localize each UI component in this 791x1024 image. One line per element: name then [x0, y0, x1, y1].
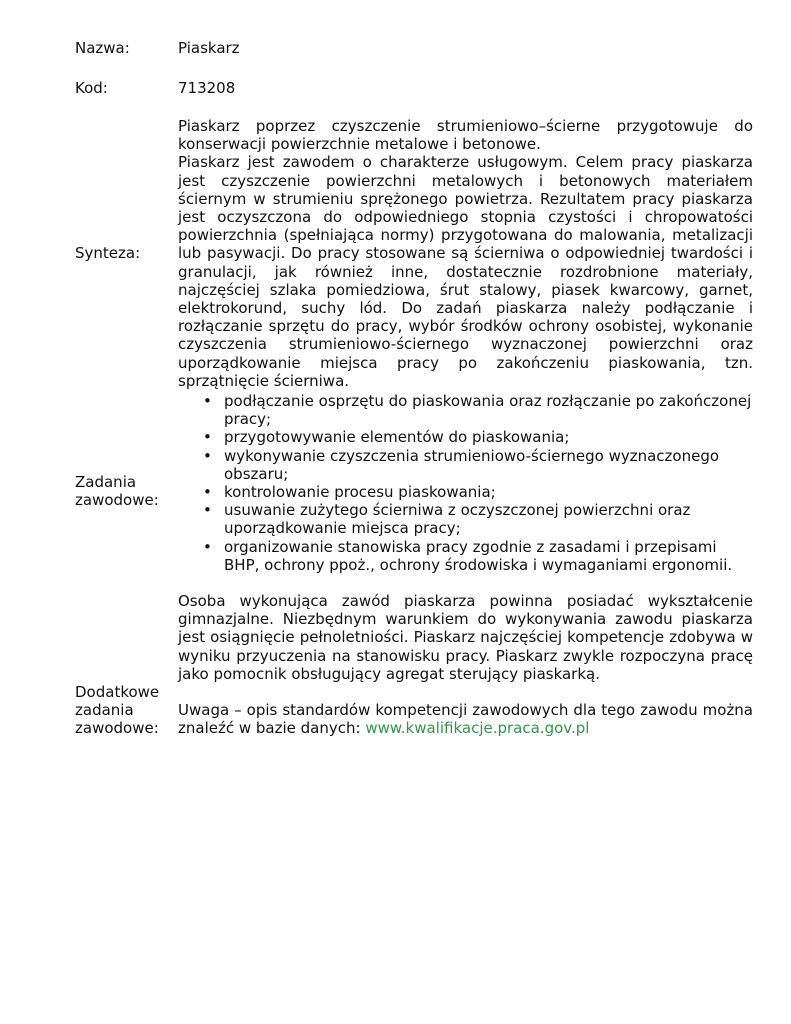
synthesis-content: [178, 117, 753, 390]
synthesis-paragraph-1: Piaskarz poprzez czyszczenie strumieniowo–ścierne przygotowuje do konserwacji powierzchnie metalowe i betonowe.: [178, 117, 753, 154]
name-value: Piaskarz: [178, 38, 240, 57]
note-text: Uwaga – opis standardów kompetencji zawodowych dla tego zawodu można znaleźć w bazie danych:: [178, 701, 753, 738]
extra-tasks-label: Dodatkowe zadania zawodowe:: [75, 682, 160, 738]
tasks-content: [178, 390, 753, 592]
list-item: • wykonywanie czyszczenia strumieniowo-ściernego wyznaczonego obszaru;: [224, 447, 753, 483]
synthesis-row: [75, 117, 753, 390]
occupation-table: [75, 37, 753, 738]
tasks-row: [75, 390, 753, 592]
extra-tasks-content: [178, 592, 753, 737]
extra-paragraph-1: Osoba wykonująca zawód piaskarza powinna posiadać wykształcenie gimnazjalne. Niezbędnym warunkiem do wykonywania zawodu piaskarza jest osiągnięcie pełnoletniości. Piaskarz najczęściej kompetencje zdobywa w wyniku przyuczenia na stanowisku pracy. Piaskarz zwykle rozpoczyna pracę jako pomocnik obsługujący agregat sterujący piaskarką.: [178, 592, 753, 683]
list-item: • podłączanie osprzętu do piaskowania oraz rozłączanie po zakończonej pracy;: [224, 392, 753, 428]
code-row: [75, 77, 753, 99]
code-label: Kod:: [75, 78, 108, 97]
tasks-list: [178, 392, 753, 574]
name-label: Nazwa:: [75, 38, 130, 57]
note-paragraph: [178, 701, 753, 737]
code-value: 713208: [178, 78, 236, 97]
extra-tasks-row: [75, 592, 753, 737]
list-item: • organizowanie stanowiska pracy zgodnie z zasadami i przepisami BHP, ochrony ppoż., ochrony środowiska i wymaganiami ergonomii.: [224, 538, 753, 574]
synthesis-label: Synteza:: [75, 244, 141, 263]
synthesis-paragraph-2: Piaskarz jest zawodem o charakterze usługowym. Celem pracy piaskarza jest czyszczenie powierzchni metalowych i betonowych materiałem ściernym w strumieniu sprężonego powietrza. Rezultatem pracy piaskarza jest oczyszczona do odpowiedniego stopnia czystości i chropowatości powierzchnia (spełniająca normy) przygotowana do malowania, metalizacji lub pasywacji. Do pracy stosowane są ścierniwa o odpowiedniej twardości i granulacji, jak również inne, dostatecznie rozdrobnione materiały, najczęściej szlaka pomiedziowa, śrut stalowy, piasek kwarcowy, garnet, elektrokorund, suchy lód. Do zadań piaskarza należy podłączanie i rozłączanie sprzętu do pracy, wybór środków ochrony osobistej, wykonanie czyszczenia strumieniowo-ściernego wyznaczonej powierzchni oraz uporządkowanie miejsca pracy po zakończeniu piaskowania, tzn. sprzątnięcie ścierniwa.: [178, 153, 753, 390]
kwalifikacje-link[interactable]: www.kwalifikacje.praca.gov.pl: [365, 719, 590, 738]
tasks-label: Zadania zawodowe:: [75, 472, 159, 510]
name-row: [75, 37, 753, 59]
list-item: • kontrolowanie procesu piaskowania;: [224, 483, 753, 501]
list-item: • usuwanie zużytego ścierniwa z oczyszczonej powierzchni oraz uporządkowanie miejsca pracy;: [224, 501, 753, 537]
list-item: • przygotowywanie elementów do piaskowania;: [224, 428, 753, 446]
